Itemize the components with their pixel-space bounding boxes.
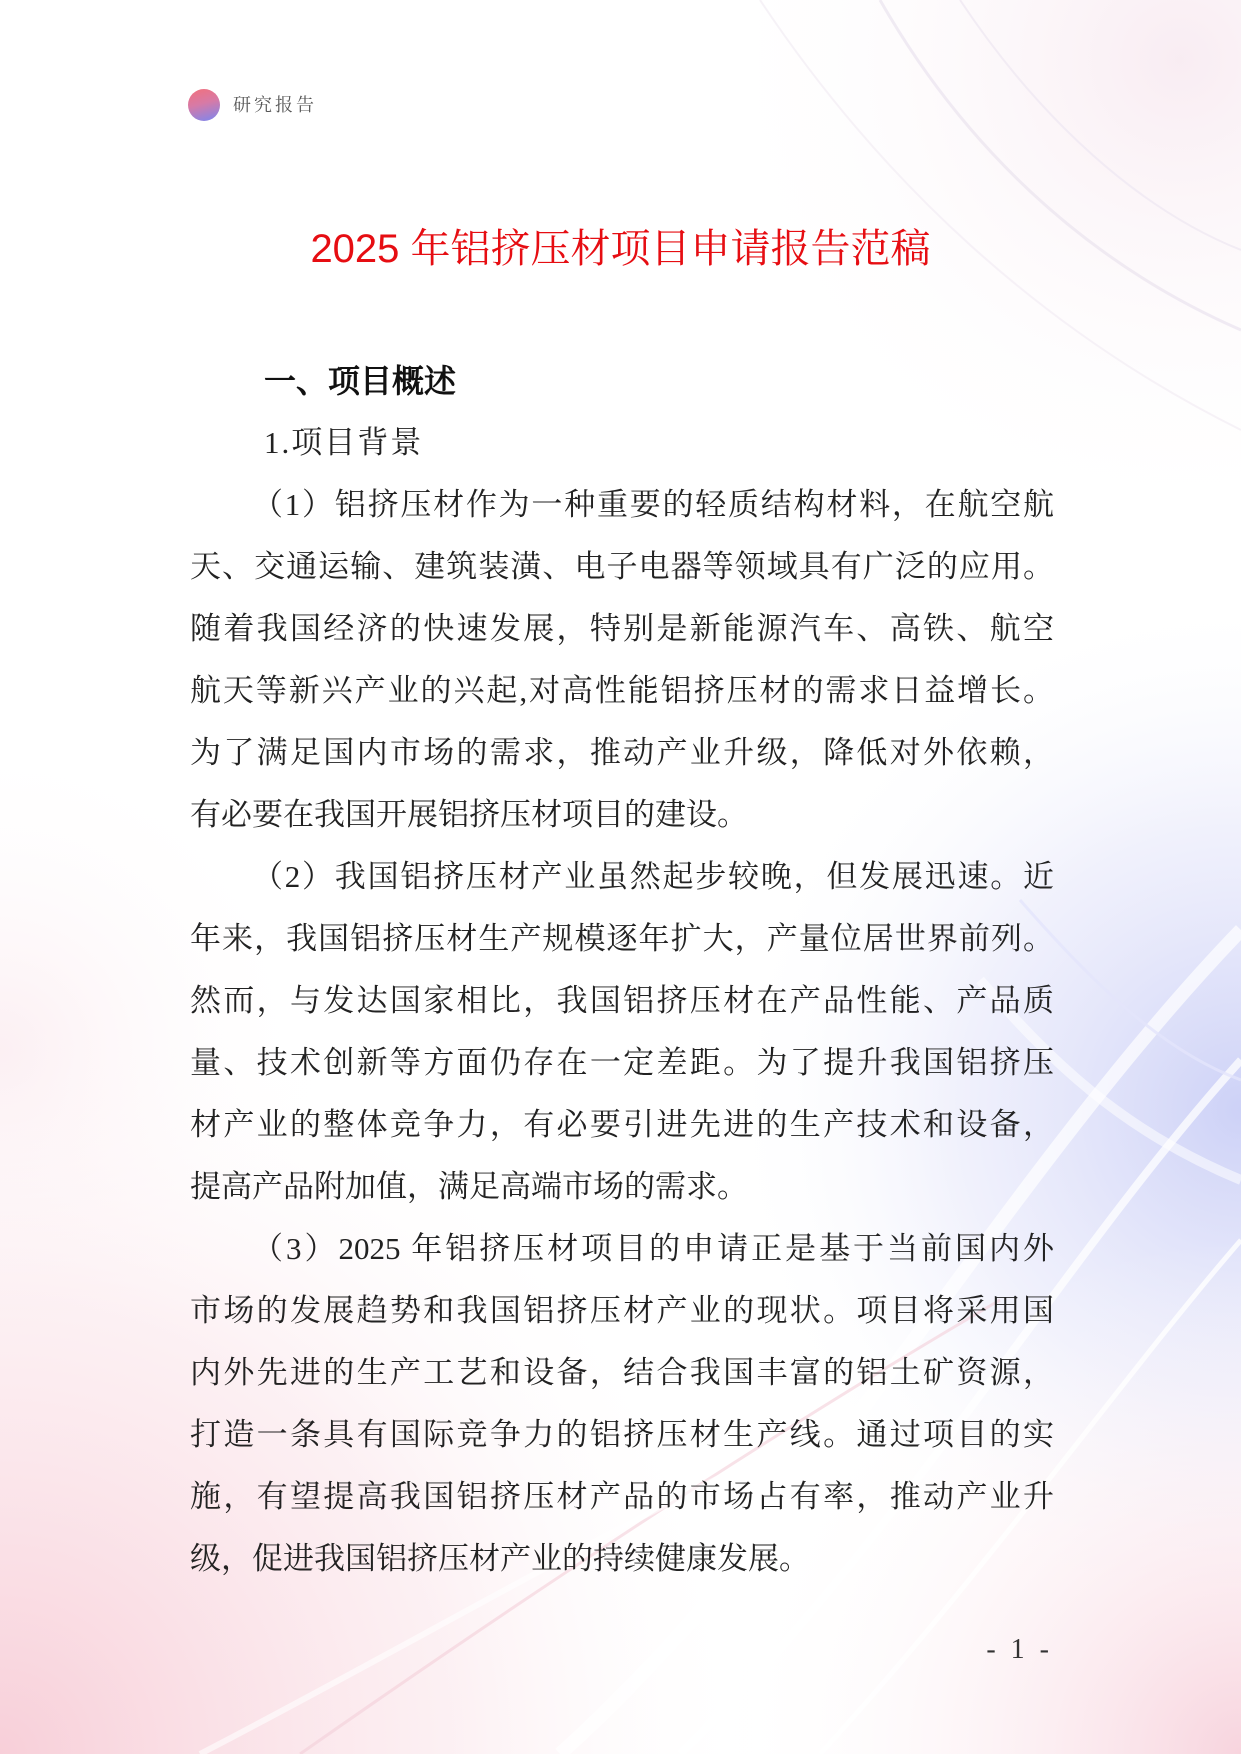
- paragraph-line: 施，有望提高我国铝挤压材产品的市场占有率，推动产业升: [190, 1479, 1054, 1514]
- page-number: - 1 -: [986, 1634, 1053, 1665]
- header-label: 研究报告: [233, 95, 317, 115]
- document-body: [190, 350, 1054, 1590]
- paragraph-line: 年来，我国铝挤压材生产规模逐年扩大，产量位居世界前列。: [190, 921, 1054, 956]
- paragraph-line: 有必要在我国开展铝挤压材项目的建设。: [190, 797, 748, 832]
- paragraph-line: 航天等新兴产业的兴起,对高性能铝挤压材的需求日益增长。: [190, 673, 1054, 708]
- paragraph-line: 材产业的整体竞争力，有必要引进先进的生产技术和设备，: [190, 1107, 1054, 1142]
- paragraph-line: 提高产品附加值，满足高端市场的需求。: [190, 1169, 748, 1204]
- paragraph-1: [190, 474, 1054, 846]
- paragraph-line: （3）2025 年铝挤压材项目的申请正是基于当前国内外: [252, 1231, 1054, 1266]
- circle-logo-icon: [188, 89, 220, 121]
- paragraph-line: （2）我国铝挤压材产业虽然起步较晚，但发展迅速。近: [252, 859, 1054, 894]
- paragraph-line: 市场的发展趋势和我国铝挤压材产业的现状。项目将采用国: [190, 1293, 1054, 1328]
- paragraph-line: 量、技术创新等方面仍存在一定差距。为了提升我国铝挤压: [190, 1045, 1054, 1080]
- paragraph-3: [190, 1218, 1054, 1590]
- paragraph-line: （1）铝挤压材作为一种重要的轻质结构材料，在航空航: [252, 487, 1054, 522]
- paragraph-line: 为了满足国内市场的需求，推动产业升级，降低对外依赖，: [190, 735, 1054, 770]
- report-header: [188, 89, 317, 121]
- paragraph-line: 随着我国经济的快速发展，特别是新能源汽车、高铁、航空: [190, 611, 1054, 646]
- paragraph-line: 天、交通运输、建筑装潢、电子电器等领域具有广泛的应用。: [190, 549, 1054, 584]
- paragraph-line: 级，促进我国铝挤压材产业的持续健康发展。: [190, 1541, 810, 1576]
- section-subheading: 1.项目背景: [264, 425, 424, 460]
- paragraph-2: [190, 846, 1054, 1218]
- paragraph-line: 打造一条具有国际竞争力的铝挤压材生产线。通过项目的实: [190, 1417, 1054, 1452]
- section-heading: 一、项目概述: [264, 363, 457, 399]
- paragraph-line: 然而，与发达国家相比，我国铝挤压材在产品性能、产品质: [190, 983, 1054, 1018]
- paragraph-line: 内外先进的生产工艺和设备，结合我国丰富的铝土矿资源，: [190, 1355, 1054, 1390]
- document-title: 2025 年铝挤压材项目申请报告范稿: [310, 227, 931, 271]
